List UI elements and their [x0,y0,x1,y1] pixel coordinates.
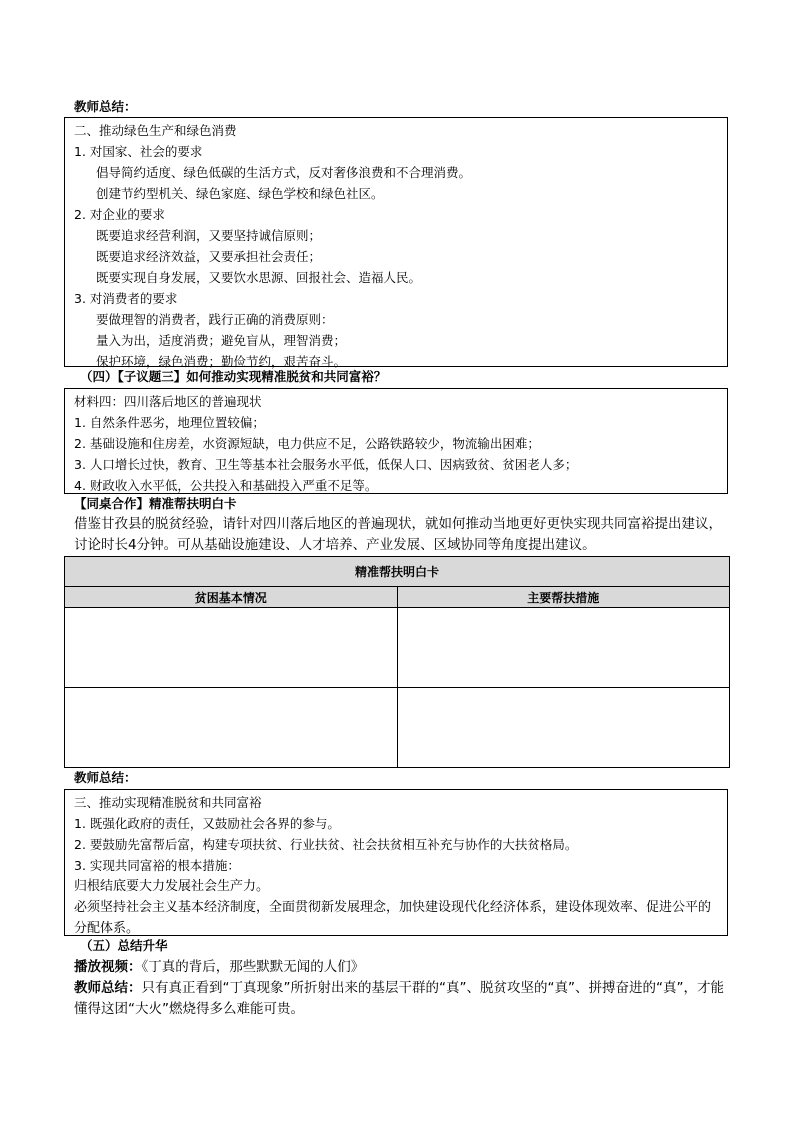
green-consumption-summary-box [64,117,728,367]
card-column-assistance-measures: 主要帮扶措施 [397,587,730,608]
card-blank-cell[interactable] [65,608,398,688]
card-blank-cell[interactable] [65,688,398,768]
help-card-table [64,556,730,768]
box1-line: 量入为出，适度消费；避免盲从，理智消费； [96,333,347,348]
section5-heading: （五）总结升华 [80,938,168,953]
box1-line: 保护环境，绿色消费；勤俭节约，艰苦奋斗。 [96,354,347,369]
material-four-box [64,388,728,494]
box1-line: 倡导简约适度、绿色低碳的生活方式，反对奢侈浪费和不合理消费。 [96,165,472,180]
card-blank-cell[interactable] [397,608,730,688]
box3-title: 三、推动实现精准脱贫和共同富裕 [74,795,262,810]
box3-line: 归根结底要大力发展社会生产力。 [74,879,270,894]
teacher-summary-label-1: 教师总结： [74,99,137,114]
box1-line: 既要追求经济效益，又要承担社会责任； [96,249,322,264]
box2-title: 材料四：四川落后地区的普遍现状 [74,394,262,409]
box2-line: 4. 财政收入水平低，公共投入和基础投入严重不足等。 [74,478,378,493]
card-column-poverty-status: 贫困基本情况 [65,587,398,608]
box1-line: 既要实现自身发展，又要饮水思源、回报社会、造福人民。 [96,270,422,285]
section4-heading: （四）【子议题三】如何推动实现精准脱贫和共同富裕？ [80,369,387,384]
card-title: 精准帮扶明白卡 [65,557,730,587]
box3-line: 必须坚持社会主义基本经济制度，全面贯彻新发展理念，加快建设现代化经济体系，建设体现效率、促进公平的分配体系。 [74,900,712,936]
box1-line: 创建节约型机关、绿色家庭、绿色学校和绿色社区。 [96,186,384,201]
card-blank-cell[interactable] [397,688,730,768]
box1-line: 要做理智的消费者，践行正确的消费原则： [96,312,334,327]
box3-line: 3. 实现共同富裕的根本措施： [74,858,240,873]
box2-line: 1. 自然条件恶劣，地理位置较偏； [74,415,265,430]
box1-line: 2. 对企业的要求 [74,207,165,222]
box3-line: 1. 既强化政府的责任，又鼓励社会各界的参与。 [74,816,340,831]
teacher-summary-label-2: 教师总结： [74,770,137,785]
final-summary-text: 只有真正看到“丁真现象”所折射出来的基层干群的“真”、脱贫攻坚的“真”、拼搏奋进的“真”，才能懂得这团“大火”燃烧得多么难能可贵。 [74,980,724,1017]
cooperation-heading: 【同桌合作】精准帮扶明白卡 [74,496,237,511]
cooperation-text: 借鉴甘孜县的脱贫经验，请针对四川落后地区的普遍现状，就如何推动当地更好更快实现共同富裕提出建议，讨论时长4分钟。可从基础设施建设、人才培养、产业发展、区域协同等角度提出建议。 [74,516,722,553]
box1-line: 3. 对消费者的要求 [74,291,178,306]
box2-line: 2. 基础设施和住房差，水资源短缺，电力供应不足，公路铁路较少，物流输出困难； [74,436,540,451]
box3-line: 2. 要鼓励先富帮后富，构建专项扶贫、行业扶贫、社会扶贫相互补充与协作的大扶贫格局。 [74,837,578,852]
common-prosperity-summary-box [64,789,728,936]
video-label: 播放视频： [74,959,142,975]
box1-title: 二、推动绿色生产和绿色消费 [74,123,237,138]
video-line [74,957,724,978]
box2-line: 3. 人口增长过快，教育、卫生等基本社会服务水平低，低保人口、因病致贫、贫困老人多； [74,457,578,472]
final-summary [74,978,724,1020]
video-title: 《丁真的背后，那些默默无闻的人们》 [141,959,365,975]
box1-line: 1. 对国家、社会的要求 [74,144,203,159]
final-summary-label: 教师总结： [74,980,142,996]
box1-line: 既要追求经营利润，又要坚持诚信原则； [96,228,322,243]
